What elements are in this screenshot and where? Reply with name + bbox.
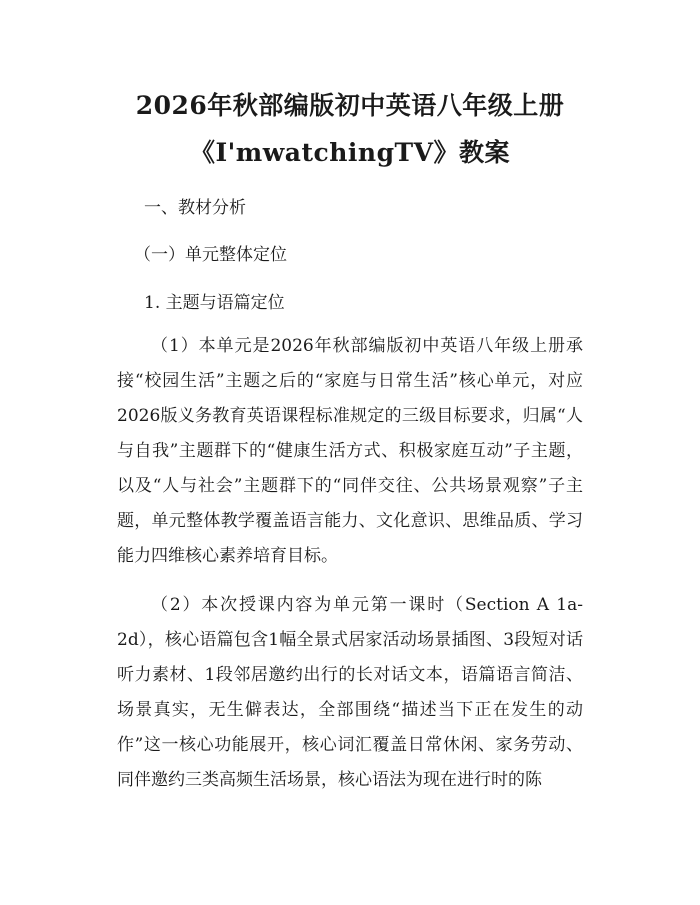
section-heading: 一、教材分析 [144,198,246,218]
item-heading: 1. 主题与语篇定位 [144,293,285,313]
body-paragraph: （1）本单元是2026年秋部编版初中英语八年级上册承接“校园生活”主题之后的“家庭与日常生活”核心单元，对应2026版义务教育英语课程标准规定的三级目标要求，归属“人与自我”主题群下的“健康生活方式、积极家庭互动”子主题，以及“人与社会”主题群下的“同伴交往、公共场景观察”子主题，单元整体教学覆盖语言能力、文化意识、思维品质、学习能力四维核心素养培育目标。 [117,336,583,566]
body-paragraph: （2）本次授课内容为单元第一课时（Section A 1a-2d），核心语篇包含1幅全景式居家活动场景插图、3段短对话听力素材、1段邻居邀约出行的长对话文本，语篇语言简洁、场景真实，无生僻表达，全部围绕“描述当下正在发生的动作”这一核心功能展开，核心词汇覆盖日常休闲、家务劳动、同伴邀约三类高频生活场景，核心语法为现在进行时的陈 [117,595,583,790]
subsection-heading: （一）单元整体定位 [134,245,287,265]
document-title-line-2: 《I'mwatchingTV》教案 [189,138,511,167]
document-title-line-1: 2026年秋部编版初中英语八年级上册 [135,91,565,120]
